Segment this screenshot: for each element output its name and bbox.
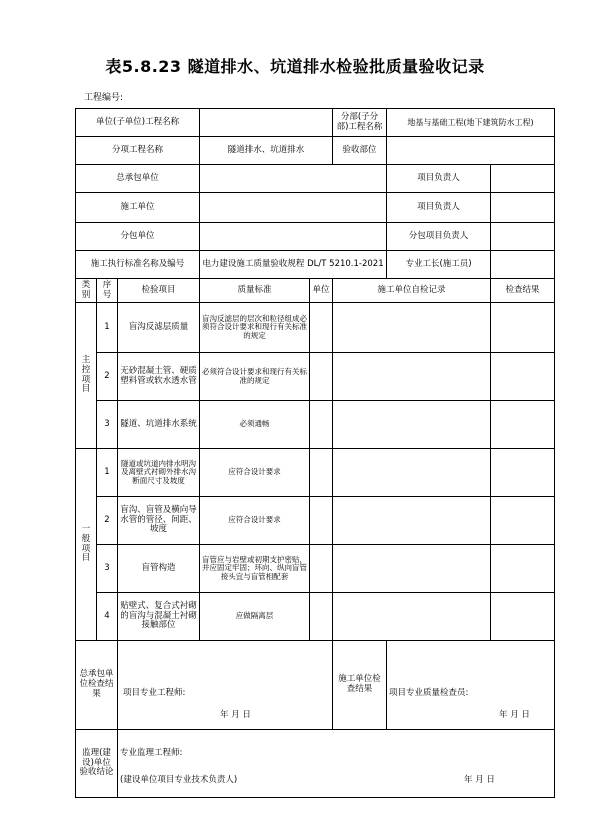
unit-project-label: 单位(子单位)工程名称 <box>76 109 200 137</box>
row-result[interactable] <box>491 545 555 593</box>
table-row <box>76 353 555 401</box>
row-self-check[interactable] <box>333 449 491 497</box>
row-unit[interactable] <box>310 449 333 497</box>
row-item: 隧道或坑道内排水明沟及离壁式衬砌外排水沟断面尺寸及坡度 <box>118 449 200 497</box>
row-unit[interactable] <box>310 497 333 545</box>
row-seq: 1 <box>97 303 118 353</box>
subcontractor-pm-value[interactable] <box>491 223 555 251</box>
general-category: 一般项目 <box>76 449 97 641</box>
page-title: 表5.8.23 隧道排水、坑道排水检验批质量验收记录 <box>105 57 485 76</box>
general-contractor-value[interactable] <box>200 165 387 193</box>
general-contractor-pm-label: 项目负责人 <box>387 165 491 193</box>
general-contractor-pm-value[interactable] <box>491 165 555 193</box>
row-standard: 应做隔离层 <box>200 593 310 641</box>
gc-engineer-label: 项目专业工程师: <box>123 688 186 698</box>
construction-unit-label: 施工单位 <box>76 193 200 223</box>
gc-signature-area[interactable] <box>118 641 333 730</box>
row-unit[interactable] <box>310 545 333 593</box>
supervisor-label: 监理(建设)单位验收结论 <box>76 730 118 798</box>
project-number-label: 工程编号: <box>84 93 124 103</box>
acceptance-part-label: 验收部位 <box>333 137 387 165</box>
row-item: 盲沟、盲管及横向导水管的管径、间距、坡度 <box>118 497 200 545</box>
row-standard: 必须通畅 <box>200 401 310 449</box>
supervisor-signature-area[interactable] <box>118 730 555 798</box>
row-unit[interactable] <box>310 401 333 449</box>
row-self-check[interactable] <box>333 545 491 593</box>
standard-value: 电力建设施工质量验收规程 DL/T 5210.1-2021 <box>200 251 387 279</box>
row-standard: 必须符合设计要求和现行有关标准的规定 <box>200 353 310 401</box>
row-standard: 应符合设计要求 <box>200 449 310 497</box>
row-seq: 4 <box>97 593 118 641</box>
row-result[interactable] <box>491 303 555 353</box>
row-item: 盲管构造 <box>118 545 200 593</box>
col-item: 检验项目 <box>118 279 200 303</box>
col-unit: 单位 <box>310 279 333 303</box>
col-category: 类别 <box>76 279 97 303</box>
row-item: 隧道、坑道排水系统 <box>118 401 200 449</box>
subcontractor-pm-label: 分包项目负责人 <box>387 223 491 251</box>
cu-date: 年 月 日 <box>499 710 530 720</box>
foreman-label: 专业工长(施工员) <box>387 251 491 279</box>
standard-label: 施工执行标准名称及编号 <box>76 251 200 279</box>
row-result[interactable] <box>491 497 555 545</box>
row-self-check[interactable] <box>333 593 491 641</box>
row-standard: 盲沟反滤层的层次和粒径组成必须符合设计要求和现行有关标准的规定 <box>200 303 310 353</box>
construction-unit-value[interactable] <box>200 193 387 223</box>
table-row <box>76 497 555 545</box>
row-self-check[interactable] <box>333 303 491 353</box>
construction-pm-label: 项目负责人 <box>387 193 491 223</box>
row-standard: 盲管应与岩壁或初期支护密贴，并应固定牢固；环向、纵向盲管接头宜与盲管相配套 <box>200 545 310 593</box>
table-row <box>76 303 555 353</box>
cu-signature-area[interactable] <box>387 641 555 730</box>
subcontractor-value[interactable] <box>200 223 387 251</box>
row-unit[interactable] <box>310 593 333 641</box>
row-result[interactable] <box>491 353 555 401</box>
col-result: 检查结果 <box>491 279 555 303</box>
gc-check-label: 总承包单位检查结果 <box>76 641 118 730</box>
row-seq: 3 <box>97 545 118 593</box>
table-row <box>76 545 555 593</box>
sub-item-value[interactable]: 隧道排水、坑道排水 <box>200 137 333 165</box>
table-row <box>76 401 555 449</box>
table-row <box>76 593 555 641</box>
sub-division-value[interactable]: 地基与基础工程(地下建筑防水工程) <box>387 109 555 137</box>
foreman-value[interactable] <box>491 251 555 279</box>
row-result[interactable] <box>491 593 555 641</box>
row-item: 贴壁式、复合式衬砌的盲沟与混凝土衬砌接触部位 <box>118 593 200 641</box>
sub-division-label: 分部(子分部)工程名称 <box>333 109 387 137</box>
main-control-category: 主控项目 <box>76 303 97 449</box>
row-self-check[interactable] <box>333 401 491 449</box>
row-seq: 2 <box>97 353 118 401</box>
row-result[interactable] <box>491 401 555 449</box>
table-row <box>76 449 555 497</box>
cu-check-label: 施工单位检查结果 <box>333 641 387 730</box>
row-item: 盲沟反滤层质量 <box>118 303 200 353</box>
owner-technical-lead-label: (建设单位项目专业技术负责人) <box>120 775 238 785</box>
row-seq: 3 <box>97 401 118 449</box>
row-unit[interactable] <box>310 353 333 401</box>
col-seq: 序号 <box>97 279 118 303</box>
acceptance-record-table <box>75 108 554 791</box>
row-unit[interactable] <box>310 303 333 353</box>
construction-pm-value[interactable] <box>491 193 555 223</box>
row-item: 无砂混凝土管、硬质塑料管或软水透水管 <box>118 353 200 401</box>
general-contractor-label: 总承包单位 <box>76 165 200 193</box>
col-self-check: 施工单位自检记录 <box>333 279 491 303</box>
row-seq: 2 <box>97 497 118 545</box>
row-self-check[interactable] <box>333 353 491 401</box>
row-standard: 应符合设计要求 <box>200 497 310 545</box>
cu-inspector-label: 项目专业质量检查员: <box>389 688 469 698</box>
gc-date: 年 月 日 <box>220 710 251 720</box>
supervisor-engineer-label: 专业监理工程师: <box>120 748 183 758</box>
row-result[interactable] <box>491 449 555 497</box>
row-seq: 1 <box>97 449 118 497</box>
col-standard: 质量标准 <box>200 279 310 303</box>
subcontractor-label: 分包单位 <box>76 223 200 251</box>
acceptance-part-value[interactable] <box>387 137 555 165</box>
supervisor-date: 年 月 日 <box>464 775 495 785</box>
unit-project-value[interactable] <box>200 109 333 137</box>
row-self-check[interactable] <box>333 497 491 545</box>
sub-item-label: 分项工程名称 <box>76 137 200 165</box>
